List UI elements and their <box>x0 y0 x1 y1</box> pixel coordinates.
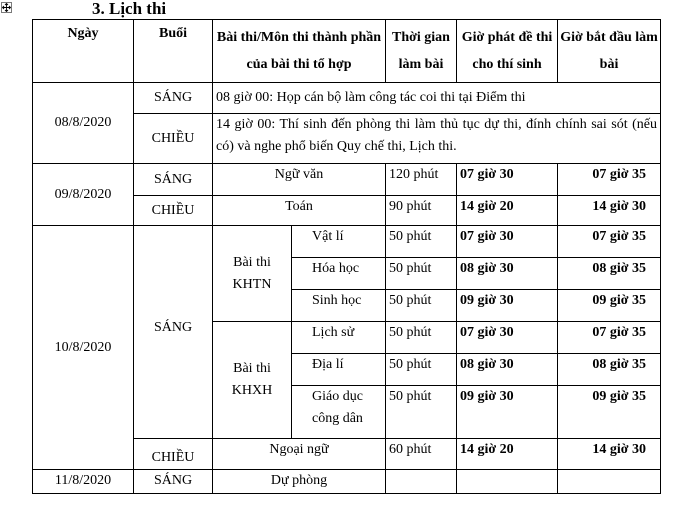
start-time-cell <box>558 470 661 494</box>
duration-cell: 50 phút <box>386 258 457 290</box>
duration-cell: 120 phút <box>386 164 457 196</box>
subject-cell: Địa lí <box>292 354 386 386</box>
distribute-time-cell: 08 giờ 30 <box>457 258 558 290</box>
note-cell: 08 giờ 00: Họp cán bộ làm công tác coi thi tại Điểm thi <box>213 83 661 114</box>
date-cell: 11/8/2020 <box>33 470 134 494</box>
move-icon <box>2 3 11 12</box>
date-cell: 09/8/2020 <box>33 164 134 226</box>
duration-cell: 60 phút <box>386 439 457 470</box>
duration-cell <box>386 470 457 494</box>
start-time-cell: 14 giờ 30 <box>558 196 661 226</box>
start-time-cell: 09 giờ 35 <box>558 386 661 439</box>
date-cell: 10/8/2020 <box>33 226 134 470</box>
duration-cell: 90 phút <box>386 196 457 226</box>
subject-cell: Lịch sử <box>292 322 386 354</box>
header-gio-phat-de: Giờ phát đề thi cho thí sinh <box>457 20 558 83</box>
subject-cell: Toán <box>213 196 386 226</box>
session-cell: SÁNG <box>134 470 213 494</box>
duration-cell: 50 phút <box>386 226 457 258</box>
start-time-cell: 07 giờ 35 <box>558 322 661 354</box>
distribute-time-cell: 07 giờ 30 <box>457 226 558 258</box>
distribute-time-cell <box>457 470 558 494</box>
distribute-time-cell: 14 giờ 20 <box>457 439 558 470</box>
header-buoi: Buổi <box>134 20 213 83</box>
date-cell: 08/8/2020 <box>33 83 134 164</box>
subject-cell: Hóa học <box>292 258 386 290</box>
header-bai-thi: Bài thi/Môn thi thành phần của bài thi tổ hợp <box>213 20 386 83</box>
duration-cell: 50 phút <box>386 386 457 439</box>
start-time-cell: 07 giờ 35 <box>558 164 661 196</box>
group-khtn-cell: Bài thi KHTN <box>213 226 292 322</box>
start-time-cell: 08 giờ 35 <box>558 258 661 290</box>
session-cell: CHIỀU <box>134 196 213 226</box>
distribute-time-cell: 07 giờ 30 <box>457 164 558 196</box>
subject-cell: Vật lí <box>292 226 386 258</box>
note-cell: 14 giờ 00: Thí sinh đến phòng thi làm thủ tục dự thi, đính chính sai sót (nếu có) và nghe phổ biến Quy chế thi, Lịch thi. <box>213 114 661 164</box>
exam-schedule-table <box>32 19 661 494</box>
subject-cell: Sinh học <box>292 290 386 322</box>
subject-cell: Ngoại ngữ <box>213 439 386 470</box>
group-khxh-cell: Bài thi KHXH <box>213 322 292 439</box>
session-cell: SÁNG <box>134 83 213 114</box>
start-time-cell: 09 giờ 35 <box>558 290 661 322</box>
table-row <box>33 83 661 114</box>
start-time-cell: 08 giờ 35 <box>558 354 661 386</box>
table-row <box>33 470 661 494</box>
subject-cell: Giáo dục công dân <box>292 386 386 439</box>
distribute-time-cell: 14 giờ 20 <box>457 196 558 226</box>
duration-cell: 50 phút <box>386 290 457 322</box>
session-cell: SÁNG <box>134 226 213 439</box>
start-time-cell: 14 giờ 30 <box>558 439 661 470</box>
session-cell: CHIỀU <box>134 114 213 164</box>
session-cell: SÁNG <box>134 164 213 196</box>
header-ngay: Ngày <box>33 20 134 83</box>
header-gio-bat-dau: Giờ bắt đầu làm bài <box>558 20 661 83</box>
distribute-time-cell: 07 giờ 30 <box>457 322 558 354</box>
table-row <box>33 226 661 258</box>
header-row <box>33 20 661 83</box>
section-heading: 3. Lịch thi <box>92 0 167 18</box>
distribute-time-cell: 08 giờ 30 <box>457 354 558 386</box>
duration-cell: 50 phút <box>386 354 457 386</box>
duration-cell: 50 phút <box>386 322 457 354</box>
header-thoi-gian: Thời gian làm bài <box>386 20 457 83</box>
start-time-cell: 07 giờ 35 <box>558 226 661 258</box>
subject-cell: Dự phòng <box>213 470 386 494</box>
session-cell: CHIỀU <box>134 439 213 470</box>
distribute-time-cell: 09 giờ 30 <box>457 290 558 322</box>
subject-cell: Ngữ văn <box>213 164 386 196</box>
table-move-handle[interactable] <box>1 2 12 13</box>
table-row <box>33 164 661 196</box>
distribute-time-cell: 09 giờ 30 <box>457 386 558 439</box>
